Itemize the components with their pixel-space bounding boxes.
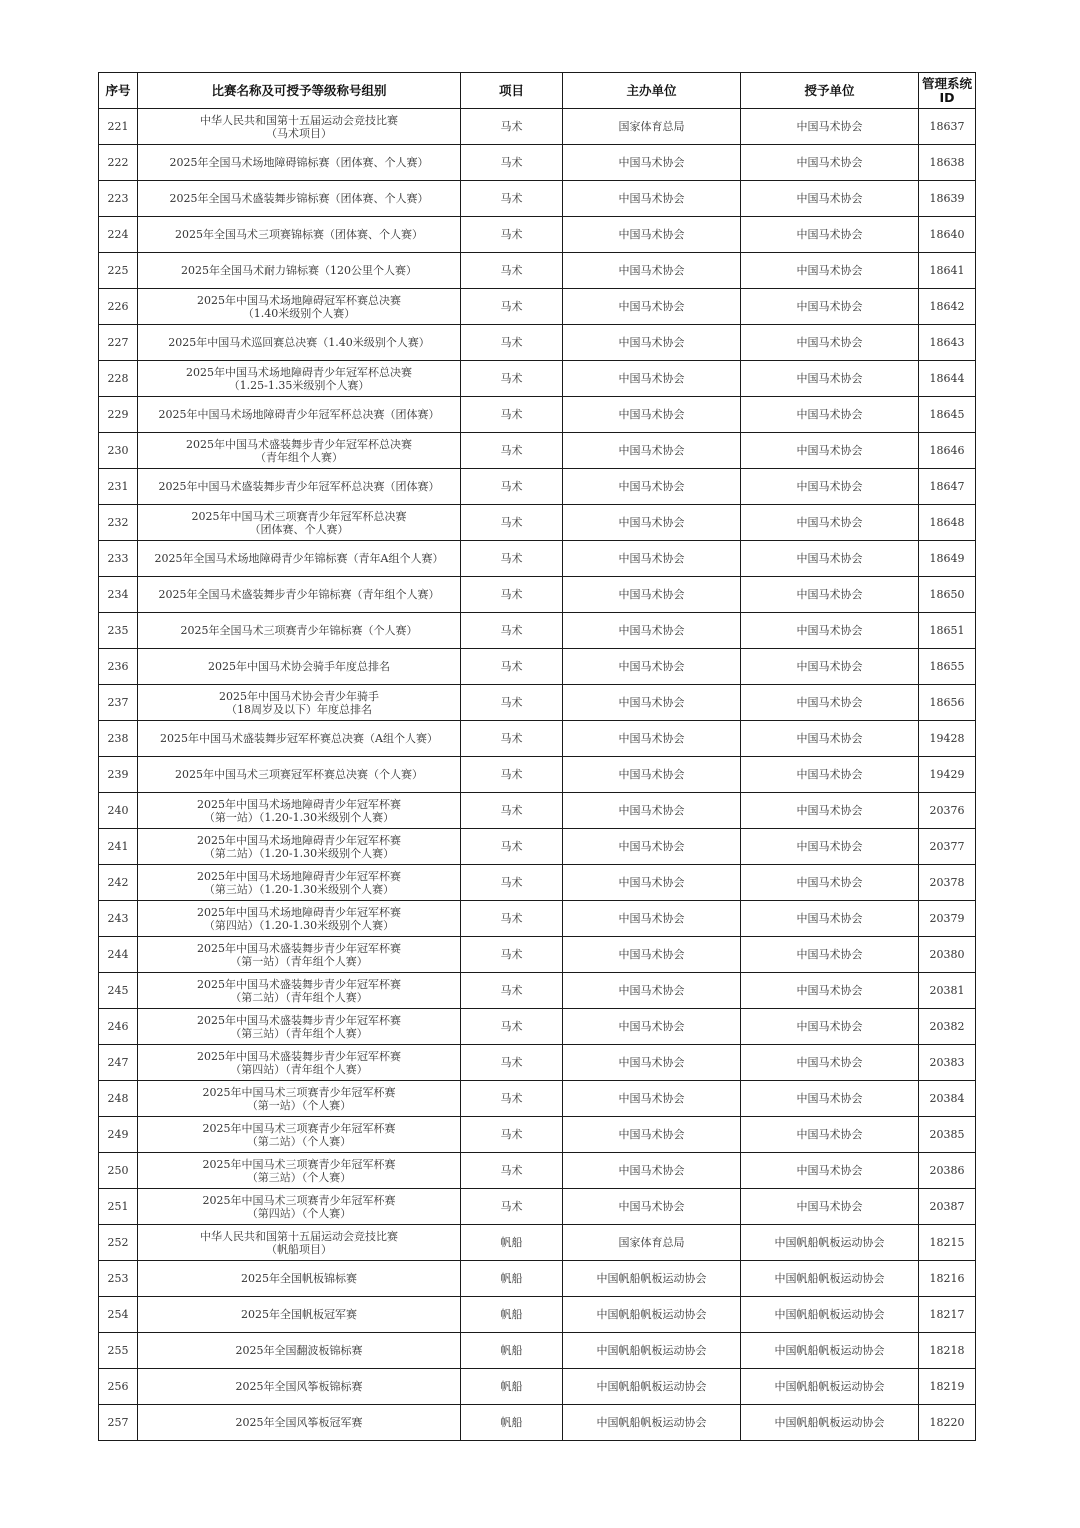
- cell-granting-organization: 中国马术协会: [741, 181, 919, 217]
- cell-host-organization: 中国马术协会: [563, 1081, 741, 1117]
- cell-competition-name: 2025年全国马术场地障碍锦标赛（团体赛、个人赛）: [138, 145, 461, 181]
- cell-competition-name: 2025年中国马术协会青少年骑手 （18周岁及以下）年度总排名: [138, 685, 461, 721]
- cell-sport: 帆船: [461, 1333, 563, 1369]
- cell-system-id: 19428: [919, 721, 976, 757]
- cell-sport: 马术: [461, 145, 563, 181]
- cell-host-organization: 中国马术协会: [563, 649, 741, 685]
- table-row: [99, 973, 976, 1009]
- cell-host-organization: 中国马术协会: [563, 397, 741, 433]
- table-row: [99, 757, 976, 793]
- table-row: [99, 181, 976, 217]
- cell-sport: 马术: [461, 937, 563, 973]
- cell-host-organization: 中国马术协会: [563, 181, 741, 217]
- cell-host-organization: 中国马术协会: [563, 541, 741, 577]
- cell-host-organization: 中国马术协会: [563, 469, 741, 505]
- cell-granting-organization: 中国马术协会: [741, 217, 919, 253]
- cell-competition-name: 2025年全国帆板冠军赛: [138, 1297, 461, 1333]
- cell-host-organization: 中国马术协会: [563, 793, 741, 829]
- table-row: [99, 1117, 976, 1153]
- table-row: [99, 469, 976, 505]
- cell-sport: 马术: [461, 757, 563, 793]
- cell-serial-number: 245: [99, 973, 138, 1009]
- cell-system-id: 18644: [919, 361, 976, 397]
- cell-sport: 马术: [461, 217, 563, 253]
- cell-system-id: 19429: [919, 757, 976, 793]
- cell-sport: 帆船: [461, 1405, 563, 1441]
- cell-serial-number: 234: [99, 577, 138, 613]
- cell-sport: 马术: [461, 1045, 563, 1081]
- cell-sport: 马术: [461, 433, 563, 469]
- cell-host-organization: 中国马术协会: [563, 1009, 741, 1045]
- header-serial-number: 序号: [99, 73, 138, 109]
- cell-granting-organization: 中国马术协会: [741, 433, 919, 469]
- cell-competition-name: 2025年中国马术三项赛冠军杯赛总决赛（个人赛）: [138, 757, 461, 793]
- cell-sport: 马术: [461, 1081, 563, 1117]
- table-row: [99, 541, 976, 577]
- cell-competition-name: 2025年中国马术盛装舞步青少年冠军杯总决赛（团体赛）: [138, 469, 461, 505]
- cell-granting-organization: 中国马术协会: [741, 469, 919, 505]
- cell-system-id: 18648: [919, 505, 976, 541]
- cell-sport: 马术: [461, 289, 563, 325]
- cell-competition-name: 2025年中国马术盛装舞步冠军杯赛总决赛（A组个人赛）: [138, 721, 461, 757]
- cell-system-id: 18215: [919, 1225, 976, 1261]
- cell-system-id: 20387: [919, 1189, 976, 1225]
- cell-granting-organization: 中国马术协会: [741, 613, 919, 649]
- cell-system-id: 18219: [919, 1369, 976, 1405]
- cell-host-organization: 中国马术协会: [563, 937, 741, 973]
- cell-system-id: 20386: [919, 1153, 976, 1189]
- cell-competition-name: 2025年中国马术三项赛青少年冠军杯赛 （第四站）（个人赛）: [138, 1189, 461, 1225]
- cell-sport: 马术: [461, 505, 563, 541]
- cell-system-id: 20384: [919, 1081, 976, 1117]
- table-row: [99, 577, 976, 613]
- cell-system-id: 18642: [919, 289, 976, 325]
- cell-granting-organization: 中国马术协会: [741, 937, 919, 973]
- cell-system-id: 18218: [919, 1333, 976, 1369]
- cell-granting-organization: 中国马术协会: [741, 721, 919, 757]
- cell-sport: 马术: [461, 541, 563, 577]
- table-row: [99, 901, 976, 937]
- cell-sport: 帆船: [461, 1297, 563, 1333]
- cell-system-id: 20381: [919, 973, 976, 1009]
- cell-host-organization: 中国马术协会: [563, 901, 741, 937]
- cell-sport: 马术: [461, 829, 563, 865]
- cell-competition-name: 2025年全国马术三项赛锦标赛（团体赛、个人赛）: [138, 217, 461, 253]
- cell-competition-name: 2025年中国马术盛装舞步青少年冠军杯赛 （第四站）（青年组个人赛）: [138, 1045, 461, 1081]
- cell-serial-number: 231: [99, 469, 138, 505]
- cell-sport: 马术: [461, 613, 563, 649]
- cell-host-organization: 中国马术协会: [563, 361, 741, 397]
- table-row: [99, 937, 976, 973]
- cell-competition-name: 2025年全国马术耐力锦标赛（120公里个人赛）: [138, 253, 461, 289]
- cell-granting-organization: 中国马术协会: [741, 289, 919, 325]
- cell-sport: 马术: [461, 685, 563, 721]
- table-header-row: [99, 73, 976, 109]
- cell-host-organization: 中国马术协会: [563, 757, 741, 793]
- cell-host-organization: 国家体育总局: [563, 109, 741, 145]
- cell-system-id: 18216: [919, 1261, 976, 1297]
- cell-sport: 马术: [461, 577, 563, 613]
- cell-system-id: 18640: [919, 217, 976, 253]
- cell-system-id: 18645: [919, 397, 976, 433]
- cell-host-organization: 中国帆船帆板运动协会: [563, 1333, 741, 1369]
- cell-sport: 马术: [461, 973, 563, 1009]
- table-row: [99, 1045, 976, 1081]
- cell-competition-name: 2025年中国马术三项赛青少年冠军杯赛 （第一站）（个人赛）: [138, 1081, 461, 1117]
- cell-host-organization: 中国马术协会: [563, 145, 741, 181]
- cell-sport: 马术: [461, 793, 563, 829]
- cell-serial-number: 248: [99, 1081, 138, 1117]
- cell-serial-number: 237: [99, 685, 138, 721]
- cell-serial-number: 238: [99, 721, 138, 757]
- cell-serial-number: 222: [99, 145, 138, 181]
- cell-sport: 帆船: [461, 1225, 563, 1261]
- cell-sport: 马术: [461, 181, 563, 217]
- cell-competition-name: 2025年全国马术三项赛青少年锦标赛（个人赛）: [138, 613, 461, 649]
- cell-serial-number: 243: [99, 901, 138, 937]
- table-row: [99, 433, 976, 469]
- cell-system-id: 18649: [919, 541, 976, 577]
- cell-granting-organization: 中国马术协会: [741, 793, 919, 829]
- cell-system-id: 18651: [919, 613, 976, 649]
- cell-system-id: 18220: [919, 1405, 976, 1441]
- cell-competition-name: 2025年中国马术巡回赛总决赛（1.40米级别个人赛）: [138, 325, 461, 361]
- cell-system-id: 20376: [919, 793, 976, 829]
- cell-serial-number: 223: [99, 181, 138, 217]
- cell-serial-number: 250: [99, 1153, 138, 1189]
- cell-serial-number: 229: [99, 397, 138, 433]
- cell-host-organization: 中国马术协会: [563, 289, 741, 325]
- cell-granting-organization: 中国马术协会: [741, 829, 919, 865]
- cell-host-organization: 中国帆船帆板运动协会: [563, 1297, 741, 1333]
- cell-sport: 马术: [461, 865, 563, 901]
- cell-competition-name: 2025年中国马术协会骑手年度总排名: [138, 649, 461, 685]
- cell-host-organization: 中国马术协会: [563, 685, 741, 721]
- cell-system-id: 20385: [919, 1117, 976, 1153]
- cell-host-organization: 中国马术协会: [563, 721, 741, 757]
- cell-system-id: 18650: [919, 577, 976, 613]
- table-row: [99, 145, 976, 181]
- cell-host-organization: 中国马术协会: [563, 577, 741, 613]
- cell-system-id: 20380: [919, 937, 976, 973]
- cell-granting-organization: 中国帆船帆板运动协会: [741, 1333, 919, 1369]
- table-row: [99, 1405, 976, 1441]
- cell-granting-organization: 中国帆船帆板运动协会: [741, 1297, 919, 1333]
- cell-competition-name: 2025年中国马术场地障碍冠军杯赛总决赛 （1.40米级别个人赛）: [138, 289, 461, 325]
- cell-competition-name: 2025年中国马术盛装舞步青少年冠军杯总决赛 （青年组个人赛）: [138, 433, 461, 469]
- cell-competition-name: 中华人民共和国第十五届运动会竞技比赛 （帆船项目）: [138, 1225, 461, 1261]
- table-row: [99, 721, 976, 757]
- cell-competition-name: 2025年中国马术场地障碍青少年冠军杯总决赛（团体赛）: [138, 397, 461, 433]
- cell-granting-organization: 中国马术协会: [741, 361, 919, 397]
- cell-host-organization: 中国马术协会: [563, 217, 741, 253]
- header-system-id: 管理系统 ID: [919, 73, 976, 109]
- table-row: [99, 1297, 976, 1333]
- cell-serial-number: 230: [99, 433, 138, 469]
- cell-granting-organization: 中国马术协会: [741, 757, 919, 793]
- table-row: [99, 1009, 976, 1045]
- table-row: [99, 325, 976, 361]
- cell-competition-name: 2025年全国翻波板锦标赛: [138, 1333, 461, 1369]
- cell-granting-organization: 中国马术协会: [741, 505, 919, 541]
- cell-system-id: 20382: [919, 1009, 976, 1045]
- cell-sport: 马术: [461, 1189, 563, 1225]
- cell-sport: 马术: [461, 361, 563, 397]
- cell-serial-number: 221: [99, 109, 138, 145]
- cell-host-organization: 中国马术协会: [563, 1045, 741, 1081]
- cell-host-organization: 中国帆船帆板运动协会: [563, 1261, 741, 1297]
- cell-system-id: 20378: [919, 865, 976, 901]
- cell-granting-organization: 中国帆船帆板运动协会: [741, 1261, 919, 1297]
- cell-host-organization: 中国马术协会: [563, 973, 741, 1009]
- cell-serial-number: 227: [99, 325, 138, 361]
- cell-granting-organization: 中国帆船帆板运动协会: [741, 1405, 919, 1441]
- cell-competition-name: 2025年中国马术三项赛青少年冠军杯赛 （第三站）（个人赛）: [138, 1153, 461, 1189]
- cell-serial-number: 224: [99, 217, 138, 253]
- cell-sport: 马术: [461, 109, 563, 145]
- table-row: [99, 613, 976, 649]
- cell-sport: 马术: [461, 253, 563, 289]
- cell-system-id: 18217: [919, 1297, 976, 1333]
- cell-serial-number: 242: [99, 865, 138, 901]
- cell-granting-organization: 中国马术协会: [741, 685, 919, 721]
- cell-system-id: 20379: [919, 901, 976, 937]
- cell-serial-number: 232: [99, 505, 138, 541]
- cell-system-id: 20383: [919, 1045, 976, 1081]
- cell-sport: 马术: [461, 1117, 563, 1153]
- cell-competition-name: 2025年中国马术盛装舞步青少年冠军杯赛 （第三站）（青年组个人赛）: [138, 1009, 461, 1045]
- table-row: [99, 253, 976, 289]
- table-row: [99, 505, 976, 541]
- cell-granting-organization: 中国马术协会: [741, 1009, 919, 1045]
- cell-serial-number: 256: [99, 1369, 138, 1405]
- cell-system-id: 18638: [919, 145, 976, 181]
- cell-sport: 马术: [461, 325, 563, 361]
- cell-granting-organization: 中国马术协会: [741, 1189, 919, 1225]
- cell-host-organization: 中国马术协会: [563, 1117, 741, 1153]
- cell-sport: 马术: [461, 397, 563, 433]
- cell-competition-name: 2025年全国马术场地障碍青少年锦标赛（青年A组个人赛）: [138, 541, 461, 577]
- cell-system-id: 18637: [919, 109, 976, 145]
- table-row: [99, 829, 976, 865]
- cell-competition-name: 2025年中国马术盛装舞步青少年冠军杯赛 （第一站）（青年组个人赛）: [138, 937, 461, 973]
- table-body: [99, 109, 976, 1441]
- cell-serial-number: 235: [99, 613, 138, 649]
- header-granting-organization: 授予单位: [741, 73, 919, 109]
- cell-granting-organization: 中国马术协会: [741, 1153, 919, 1189]
- cell-host-organization: 中国帆船帆板运动协会: [563, 1405, 741, 1441]
- cell-serial-number: 239: [99, 757, 138, 793]
- table-row: [99, 1261, 976, 1297]
- header-host-organization: 主办单位: [563, 73, 741, 109]
- cell-granting-organization: 中国马术协会: [741, 1045, 919, 1081]
- cell-host-organization: 中国马术协会: [563, 253, 741, 289]
- table-row: [99, 865, 976, 901]
- cell-system-id: 18646: [919, 433, 976, 469]
- table-row: [99, 1369, 976, 1405]
- header-sport: 项目: [461, 73, 563, 109]
- cell-granting-organization: 中国马术协会: [741, 901, 919, 937]
- cell-granting-organization: 中国马术协会: [741, 649, 919, 685]
- table-row: [99, 1225, 976, 1261]
- cell-serial-number: 253: [99, 1261, 138, 1297]
- cell-host-organization: 中国帆船帆板运动协会: [563, 1369, 741, 1405]
- cell-host-organization: 国家体育总局: [563, 1225, 741, 1261]
- table-row: [99, 649, 976, 685]
- cell-granting-organization: 中国帆船帆板运动协会: [741, 1225, 919, 1261]
- cell-serial-number: 254: [99, 1297, 138, 1333]
- cell-host-organization: 中国马术协会: [563, 865, 741, 901]
- cell-competition-name: 2025年中国马术场地障碍青少年冠军杯赛 （第二站）（1.20-1.30米级别个人赛）: [138, 829, 461, 865]
- cell-granting-organization: 中国马术协会: [741, 397, 919, 433]
- cell-granting-organization: 中国马术协会: [741, 577, 919, 613]
- cell-competition-name: 2025年中国马术场地障碍青少年冠军杯赛 （第三站）（1.20-1.30米级别个人赛）: [138, 865, 461, 901]
- table-row: [99, 397, 976, 433]
- cell-sport: 马术: [461, 721, 563, 757]
- cell-serial-number: 257: [99, 1405, 138, 1441]
- cell-serial-number: 233: [99, 541, 138, 577]
- cell-sport: 马术: [461, 469, 563, 505]
- cell-host-organization: 中国马术协会: [563, 829, 741, 865]
- cell-sport: 马术: [461, 1009, 563, 1045]
- cell-competition-name: 2025年全国风筝板锦标赛: [138, 1369, 461, 1405]
- table-row: [99, 361, 976, 397]
- cell-competition-name: 2025年中国马术三项赛青少年冠军杯赛 （第二站）（个人赛）: [138, 1117, 461, 1153]
- table-row: [99, 1081, 976, 1117]
- table-row: [99, 793, 976, 829]
- cell-host-organization: 中国马术协会: [563, 1189, 741, 1225]
- cell-serial-number: 246: [99, 1009, 138, 1045]
- table-row: [99, 289, 976, 325]
- cell-system-id: 18639: [919, 181, 976, 217]
- cell-system-id: 18641: [919, 253, 976, 289]
- cell-serial-number: 244: [99, 937, 138, 973]
- cell-host-organization: 中国马术协会: [563, 1153, 741, 1189]
- cell-host-organization: 中国马术协会: [563, 325, 741, 361]
- table-row: [99, 109, 976, 145]
- cell-serial-number: 226: [99, 289, 138, 325]
- cell-granting-organization: 中国马术协会: [741, 325, 919, 361]
- cell-granting-organization: 中国马术协会: [741, 973, 919, 1009]
- cell-system-id: 18647: [919, 469, 976, 505]
- cell-competition-name: 2025年全国马术盛装舞步青少年锦标赛（青年组个人赛）: [138, 577, 461, 613]
- cell-granting-organization: 中国帆船帆板运动协会: [741, 1369, 919, 1405]
- cell-granting-organization: 中国马术协会: [741, 541, 919, 577]
- cell-granting-organization: 中国马术协会: [741, 1081, 919, 1117]
- table-row: [99, 217, 976, 253]
- cell-competition-name: 2025年中国马术盛装舞步青少年冠军杯赛 （第二站）（青年组个人赛）: [138, 973, 461, 1009]
- cell-serial-number: 251: [99, 1189, 138, 1225]
- cell-serial-number: 252: [99, 1225, 138, 1261]
- table-row: [99, 1153, 976, 1189]
- cell-competition-name: 2025年全国帆板锦标赛: [138, 1261, 461, 1297]
- cell-system-id: 18655: [919, 649, 976, 685]
- cell-serial-number: 255: [99, 1333, 138, 1369]
- cell-competition-name: 2025年中国马术场地障碍青少年冠军杯赛 （第一站）（1.20-1.30米级别个人赛）: [138, 793, 461, 829]
- cell-serial-number: 225: [99, 253, 138, 289]
- cell-serial-number: 228: [99, 361, 138, 397]
- cell-granting-organization: 中国马术协会: [741, 1117, 919, 1153]
- cell-serial-number: 249: [99, 1117, 138, 1153]
- cell-competition-name: 2025年中国马术三项赛青少年冠军杯总决赛 （团体赛、个人赛）: [138, 505, 461, 541]
- cell-serial-number: 241: [99, 829, 138, 865]
- cell-host-organization: 中国马术协会: [563, 505, 741, 541]
- cell-competition-name: 2025年全国风筝板冠军赛: [138, 1405, 461, 1441]
- cell-sport: 帆船: [461, 1261, 563, 1297]
- cell-granting-organization: 中国马术协会: [741, 865, 919, 901]
- cell-granting-organization: 中国马术协会: [741, 145, 919, 181]
- cell-sport: 马术: [461, 901, 563, 937]
- cell-granting-organization: 中国马术协会: [741, 253, 919, 289]
- cell-serial-number: 240: [99, 793, 138, 829]
- cell-serial-number: 236: [99, 649, 138, 685]
- competition-table: [98, 72, 976, 1441]
- table-row: [99, 1189, 976, 1225]
- cell-sport: 帆船: [461, 1369, 563, 1405]
- cell-system-id: 18656: [919, 685, 976, 721]
- cell-host-organization: 中国马术协会: [563, 433, 741, 469]
- cell-sport: 马术: [461, 649, 563, 685]
- cell-competition-name: 中华人民共和国第十五届运动会竞技比赛 （马术项目）: [138, 109, 461, 145]
- cell-sport: 马术: [461, 1153, 563, 1189]
- cell-system-id: 20377: [919, 829, 976, 865]
- cell-competition-name: 2025年中国马术场地障碍青少年冠军杯总决赛 （1.25-1.35米级别个人赛）: [138, 361, 461, 397]
- table-row: [99, 1333, 976, 1369]
- cell-competition-name: 2025年全国马术盛装舞步锦标赛（团体赛、个人赛）: [138, 181, 461, 217]
- cell-host-organization: 中国马术协会: [563, 613, 741, 649]
- cell-serial-number: 247: [99, 1045, 138, 1081]
- cell-granting-organization: 中国马术协会: [741, 109, 919, 145]
- header-competition-name: 比赛名称及可授予等级称号组别: [138, 73, 461, 109]
- cell-system-id: 18643: [919, 325, 976, 361]
- table-row: [99, 685, 976, 721]
- cell-competition-name: 2025年中国马术场地障碍青少年冠军杯赛 （第四站）（1.20-1.30米级别个人赛）: [138, 901, 461, 937]
